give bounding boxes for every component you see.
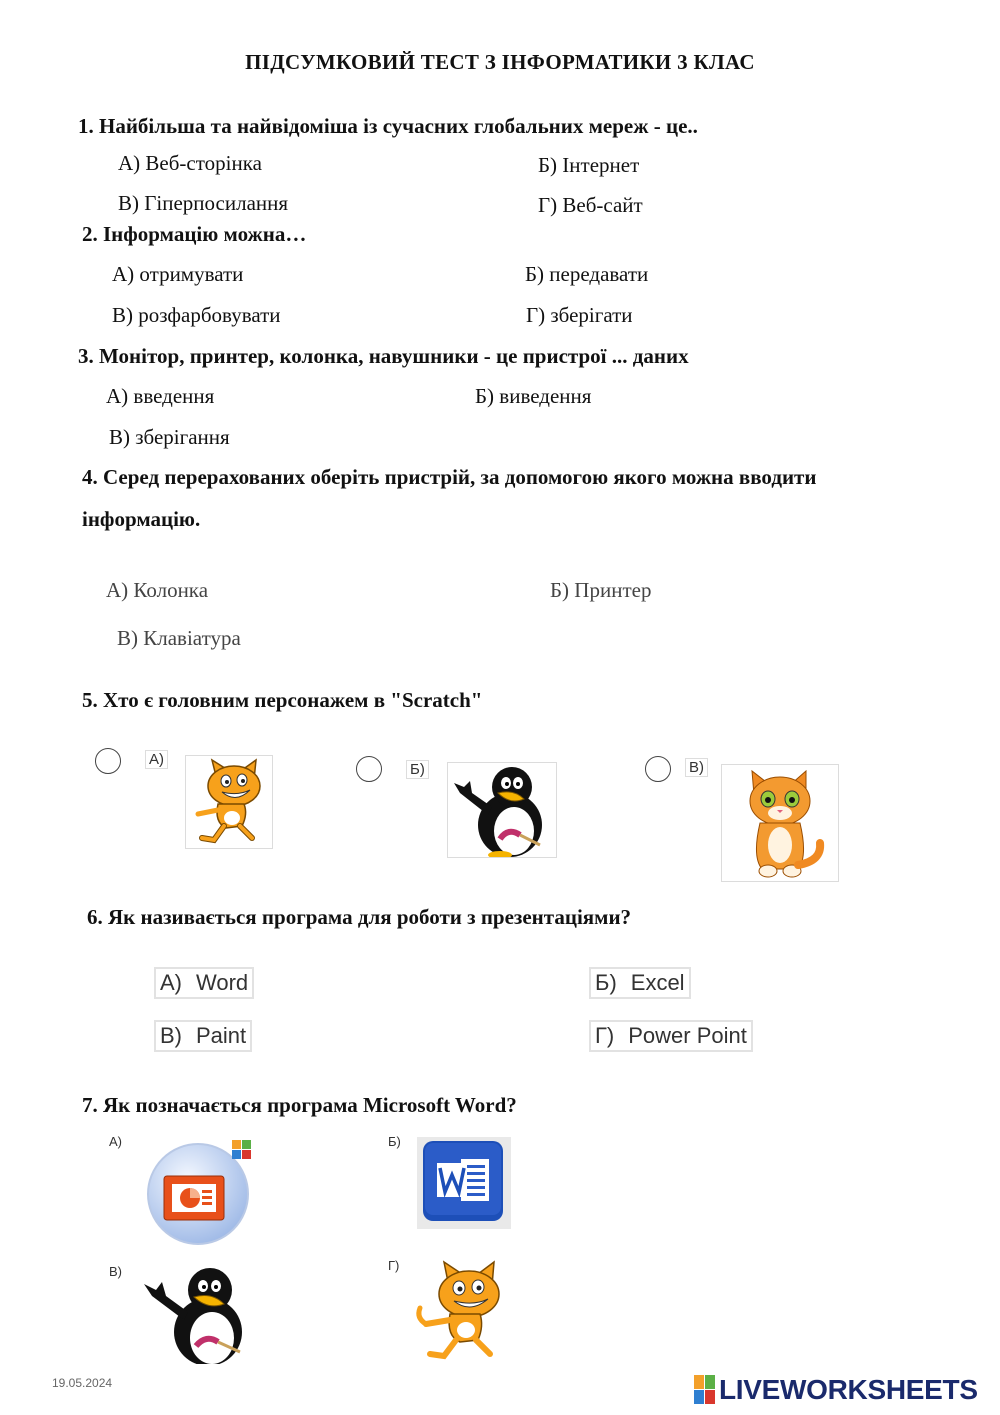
q6-option-paint[interactable] (154, 1020, 252, 1052)
q6-option-d-letter: Г) (595, 1023, 615, 1048)
q1-option-a[interactable]: А) Веб-сторінка (118, 151, 262, 175)
question-7: 7. Як позначається програма Microsoft Word? (82, 1093, 517, 1117)
q1-option-b[interactable]: Б) Інтернет (538, 153, 640, 177)
question-6: 6. Як називається програма для роботи з презентаціями? (87, 905, 632, 929)
ginger-kitten-icon[interactable] (721, 764, 839, 882)
q3-option-b[interactable]: Б) виведення (475, 384, 592, 408)
q5-radio-a[interactable] (95, 748, 121, 774)
q2-option-d[interactable]: Г) зберігати (526, 303, 633, 327)
q3-option-c[interactable]: В) зберігання (109, 425, 230, 449)
q5-radio-c[interactable] (645, 756, 671, 782)
q4-option-b[interactable]: Б) Принтер (550, 578, 652, 602)
q5-label-c: В) (685, 758, 708, 777)
brand-name: LIVEWORKSHEETS (719, 1374, 978, 1405)
q4-option-c[interactable]: В) Клавіатура (117, 626, 241, 650)
q6-option-powerpoint[interactable] (589, 1020, 753, 1052)
q6-option-a-label: Word (196, 970, 249, 995)
q2-option-b[interactable]: Б) передавати (525, 262, 649, 286)
q6-option-b-label: Excel (630, 970, 685, 995)
q2-option-a[interactable]: А) отримувати (112, 262, 244, 286)
q2-option-c[interactable]: В) розфарбовувати (112, 303, 281, 327)
penguin-icon-2[interactable] (138, 1264, 256, 1364)
q5-radio-b[interactable] (356, 756, 382, 782)
q6-option-b-letter: Б) (595, 970, 617, 995)
question-2: 2. Інформацію можна… (82, 222, 307, 246)
q5-label-a: А) (145, 750, 168, 769)
q1-option-d[interactable]: Г) Веб-сайт (538, 193, 643, 217)
question-4-cont: інформацію. (82, 507, 201, 531)
q7-label-c: В) (109, 1264, 122, 1279)
scratch-cat-icon[interactable] (185, 755, 273, 849)
q6-option-c-label: Paint (196, 1023, 247, 1048)
liveworksheets-badge-icon (694, 1375, 716, 1405)
q7-label-a: А) (109, 1134, 122, 1149)
q7-label-d: Г) (388, 1258, 400, 1273)
word-icon[interactable] (417, 1137, 511, 1229)
q5-label-b: Б) (406, 760, 429, 779)
question-4: 4. Серед перерахованих оберіть пристрій, за допомогою якого можна вводити (82, 465, 817, 489)
question-1: 1. Найбільша та найвідоміша із сучасних глобальних мереж - це.. (78, 114, 698, 138)
q6-option-word[interactable] (154, 967, 254, 999)
question-5: 5. Хто є головним персонажем в "Scratch" (82, 688, 483, 712)
q6-option-d-label: Power Point (628, 1023, 747, 1048)
q4-option-a[interactable]: А) Колонка (106, 578, 209, 602)
q1-option-c[interactable]: В) Гіперпосилання (118, 191, 289, 215)
q6-option-a-letter: А) (160, 970, 182, 995)
q6-option-c-letter: В) (160, 1023, 182, 1048)
liveworksheets-logo (694, 1374, 978, 1406)
q6-option-excel[interactable] (589, 967, 691, 999)
q7-label-b: Б) (388, 1134, 401, 1149)
question-3: 3. Монітор, принтер, колонка, навушники - це пристрої ... даних (78, 344, 689, 368)
powerpoint-icon[interactable] (142, 1138, 258, 1248)
footer-date: 19.05.2024 (52, 1376, 113, 1390)
scratch-cat-icon-2[interactable] (412, 1258, 514, 1366)
page-title: ПІДСУМКОВИЙ ТЕСТ З ІНФОРМАТИКИ 3 КЛАС (245, 50, 755, 74)
penguin-icon[interactable] (447, 762, 557, 858)
q3-option-a[interactable]: А) введення (106, 384, 215, 408)
